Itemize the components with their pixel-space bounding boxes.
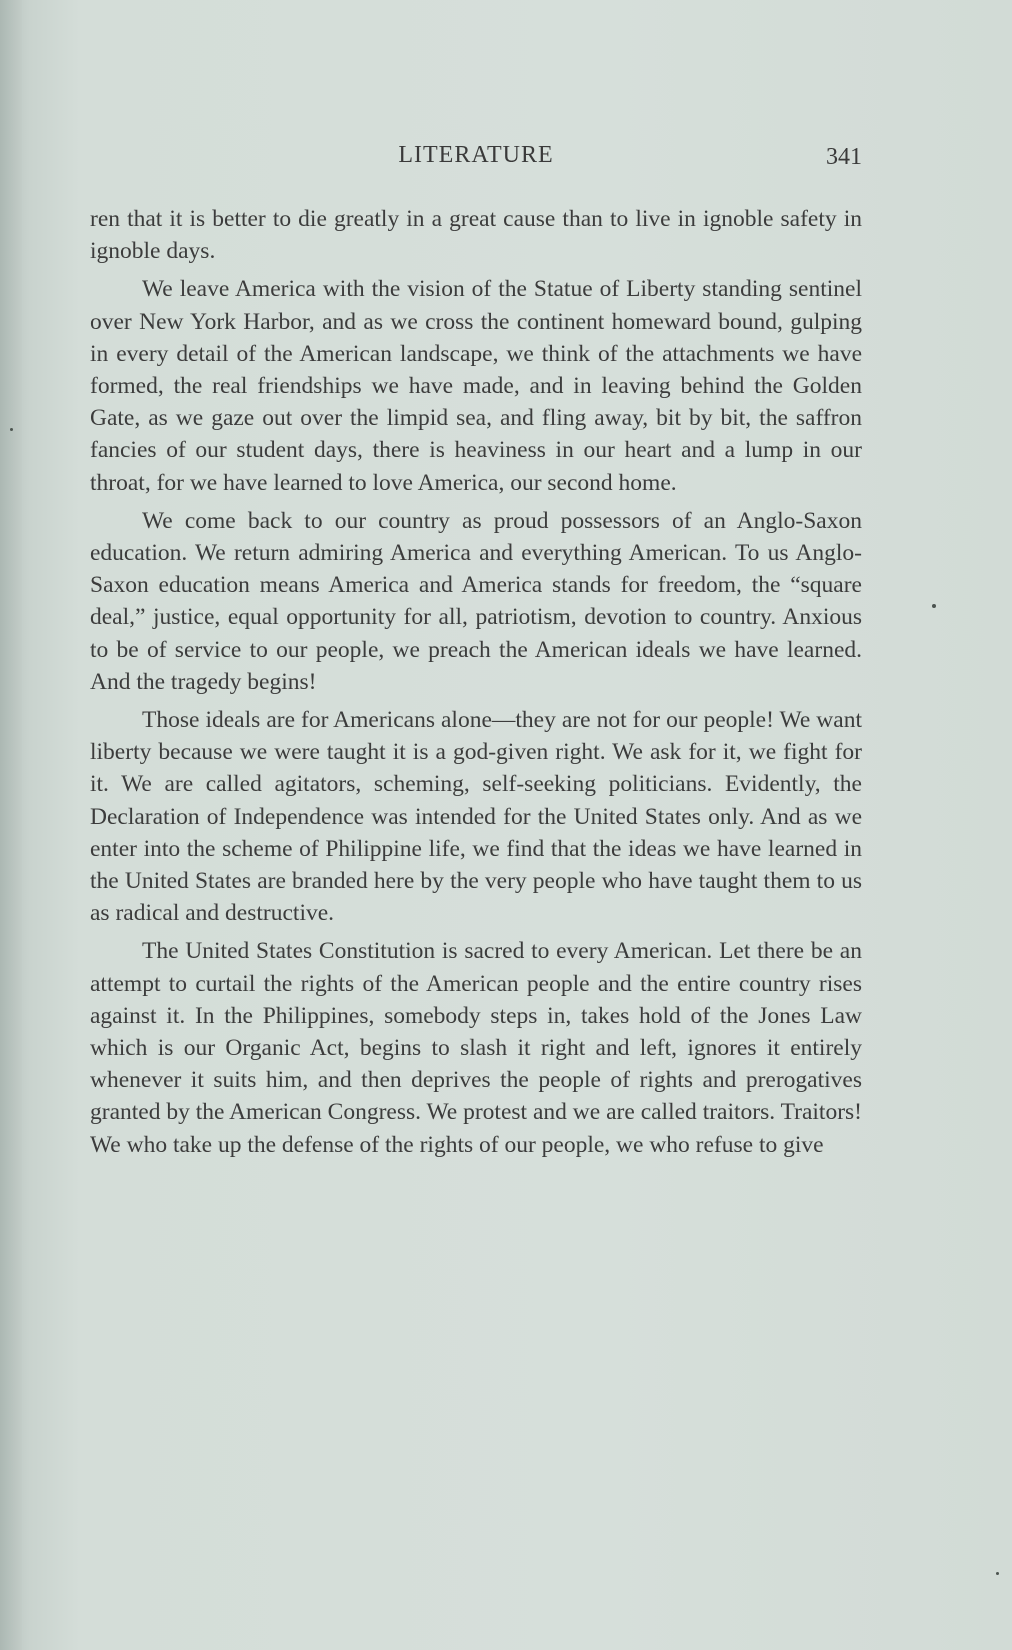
running-head: [90, 142, 862, 178]
paragraph: We leave America with the vision of the Statue of Liberty standing sentinel over New York Harbor, and as we cross the continent homeward bound, gulping in every detail of the American landscape, we think of the attachments we have formed, the real friendships we have made, and in leaving behind the Golden Gate, as we gaze out over the limpid sea, and fling away, bit by bit, the saffron fancies of our student days, there is heaviness in our heart and a lump in our throat, for we have learned to love America, our second home.: [90, 276, 862, 496]
paragraph-continuation: ren that it is better to die greatly in a great cause than to live in ignoble safety in ignoble days.: [90, 206, 862, 265]
paragraph: Those ideals are for Americans alone—they are not for our people! We want liberty because we were taught it is a god-given right. We ask for it, we fight for it. We are called agitators, scheming, self-seeking politicians. Evidently, the Declaration of Independence was intended for the United States only. And as we enter into the scheme of Philippine life, we find that the ideas we have learned in the United States are branded here by the very people who have taught them to us as radical and destructive.: [90, 707, 862, 927]
paragraph: We come back to our country as proud possessors of an Anglo-Saxon education. We return admiring America and everything American. To us Anglo-Saxon education means America and America stands for freedom, the “square deal,” justice, equal opportunity for all, patriotism, devotion to country. Anxious to be of service to our people, we preach the American ideals we have learned. And the tragedy begins!: [90, 507, 862, 695]
paragraph: The United States Constitution is sacred to every American. Let there be an attempt to curtail the rights of the American people and the entire country rises against it. In the Philippines, somebody steps in, takes hold of the Jones Law which is our Organic Act, begins to slash it right and left, ignores it entirely whenever it suits him, and then deprives the people of rights and prerogatives granted by the American Congress. We protest and we are called traitors. Traitors! We who take up the defense of the rights of our people, we who refuse to give: [90, 938, 862, 1158]
body-text: [90, 203, 862, 1167]
page-number: 341: [826, 144, 862, 170]
running-title: LITERATURE: [398, 142, 554, 168]
page-gutter-shadow: [0, 0, 22, 1650]
paper-speck: [932, 604, 936, 608]
paper-speck: [10, 428, 13, 431]
paper-speck: [996, 1572, 999, 1575]
